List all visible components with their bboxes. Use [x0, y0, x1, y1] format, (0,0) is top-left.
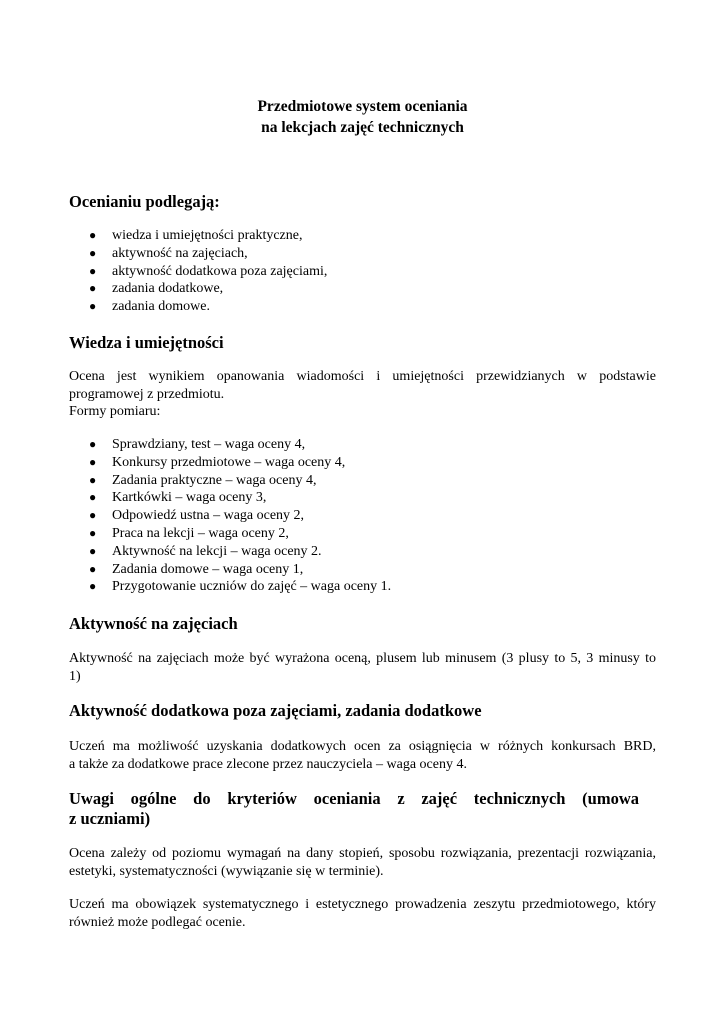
- section-heading-knowledge: Wiedza i umiejętności: [69, 333, 224, 352]
- list-item: ● Sprawdziany, test – waga oceny 4,: [89, 437, 306, 452]
- remarks-paragraph-2-line-1: Uczeń ma obowiązek systematycznego i estetycznego prowadzenia zeszytu przedmiotowego, który: [69, 897, 656, 912]
- list-item: ● zadania dodatkowe,: [89, 281, 224, 297]
- bullet-icon: ●: [89, 263, 97, 278]
- section-heading-general-remarks-line-2: z uczniami): [69, 809, 151, 828]
- list-item: ● Odpowiedź ustna – waga oceny 2,: [89, 508, 305, 524]
- bullet-icon: ●: [89, 490, 97, 505]
- bullet-icon: ●: [89, 299, 97, 314]
- remarks-paragraph-2-line-2: również może podlegać ocenie.: [69, 914, 246, 930]
- list-item: ● Przygotowanie uczniów do zajęć – waga oceny 1.: [89, 579, 392, 595]
- activity-paragraph-line-2: 1): [69, 668, 81, 684]
- bullet-icon: ●: [89, 245, 97, 260]
- list-item: ● aktywność na zajęciach,: [89, 245, 248, 261]
- extra-activity-paragraph-line-1: Uczeń ma możliwość uzyskania dodatkowych ocen za osiągnięcia w różnych konkursach BRD,: [69, 739, 656, 754]
- list-item: ● Zadania praktyczne – waga oceny 4,: [89, 472, 317, 488]
- knowledge-paragraph-line-2: programowej z przedmiotu.: [69, 386, 225, 402]
- bullet-icon: ●: [89, 228, 97, 242]
- section-heading-extra-activity: Aktywność dodatkowa poza zajęciami, zadania dodatkowe: [69, 701, 482, 720]
- bullet-icon: ●: [89, 525, 97, 540]
- list-item: ● aktywność dodatkowa poza zajęciami,: [89, 263, 328, 279]
- assessed-items-list: [69, 227, 327, 316]
- list-item: ● Praca na lekcji – waga oceny 2,: [89, 525, 289, 541]
- list-item: ● Zadania domowe – waga oceny 1,: [89, 561, 304, 577]
- document-title: [69, 96, 656, 138]
- list-item: ● Kartkówki – waga oceny 3,: [89, 490, 267, 506]
- section-heading-general-remarks-line-1: Uwagi ogólne do kryteriów oceniania z zajęć technicznych (umowa: [69, 789, 639, 808]
- extra-activity-paragraph-line-2: a także za dodatkowe prace zlecone przez nauczyciela – waga oceny 4.: [69, 756, 467, 772]
- title-line-1: Przedmiotowe system oceniania: [257, 98, 468, 115]
- measurement-forms-list: [69, 436, 391, 596]
- bullet-icon: ●: [89, 281, 97, 296]
- list-item: ● zadania domowe.: [89, 299, 210, 315]
- remarks-paragraph-1-line-2: estetyki, systematyczności (wywiązanie się w terminie).: [69, 863, 384, 879]
- bullet-icon: ●: [89, 437, 97, 451]
- remarks-paragraph-1-line-1: Ocena zależy od poziomu wymagań na dany stopień, sposobu rozwiązania, prezentacji rozwiązania,: [69, 846, 656, 861]
- list-item: ● wiedza i umiejętności praktyczne,: [89, 228, 303, 243]
- bullet-icon: ●: [89, 579, 97, 594]
- bullet-icon: ●: [89, 561, 97, 576]
- section-heading-activity: Aktywność na zajęciach: [69, 614, 238, 633]
- bullet-icon: ●: [89, 454, 97, 469]
- activity-paragraph-line-1: Aktywność na zajęciach może być wyrażona oceną, plusem lub minusem (3 plusy to 5, 3 minusy to: [69, 651, 656, 666]
- bullet-icon: ●: [89, 543, 97, 558]
- bullet-icon: ●: [89, 508, 97, 523]
- list-item: ● Aktywność na lekcji – waga oceny 2.: [89, 543, 322, 559]
- list-item: ● Konkursy przedmiotowe – waga oceny 4,: [89, 454, 346, 470]
- section-heading-assessed: Ocenianiu podlegają:: [69, 192, 220, 211]
- knowledge-paragraph-line-3: Formy pomiaru:: [69, 404, 161, 419]
- title-line-2: na lekcjach zajęć technicznych: [261, 119, 464, 136]
- knowledge-paragraph-line-1: Ocena jest wynikiem opanowania wiadomości i umiejętności przewidzianych w podstawie: [69, 369, 656, 384]
- bullet-icon: ●: [89, 472, 97, 487]
